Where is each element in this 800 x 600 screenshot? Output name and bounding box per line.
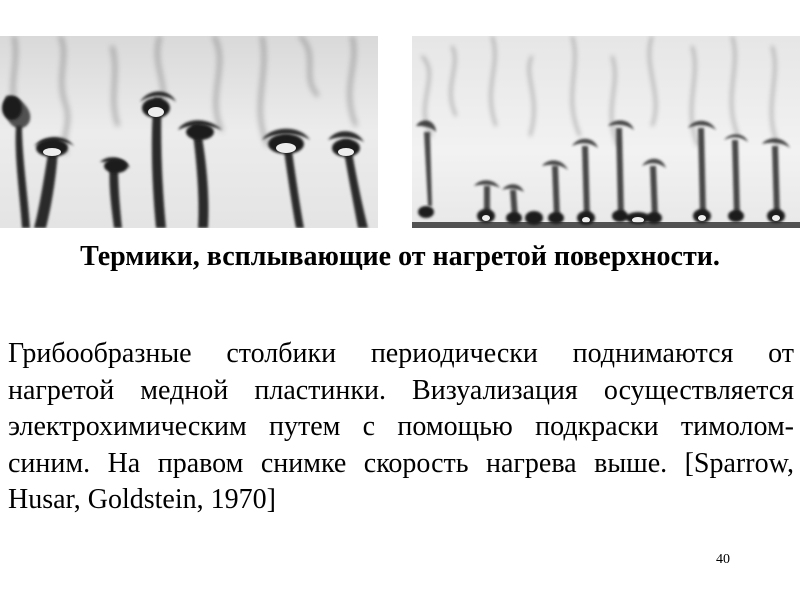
figure-caption: Термики, всплывающие от нагретой поверхности. bbox=[80, 241, 720, 272]
body-paragraph: Грибообразные столбики периодически поднимаются от нагретой медной пластинки. Визуализация осуществляется электрохимическим путем с помощью подкраски тимолом-синим. На правом снимке скорость нагрева выше. [Sparrow, Husar, Goldstein, 1970] bbox=[8, 338, 794, 515]
thermals-photo-left-graphic bbox=[0, 36, 378, 228]
thermals-photo-right bbox=[412, 36, 800, 228]
thermals-photo-left bbox=[0, 36, 378, 228]
thermals-photo-right-graphic bbox=[412, 36, 800, 228]
page-number: 40 bbox=[716, 552, 730, 567]
